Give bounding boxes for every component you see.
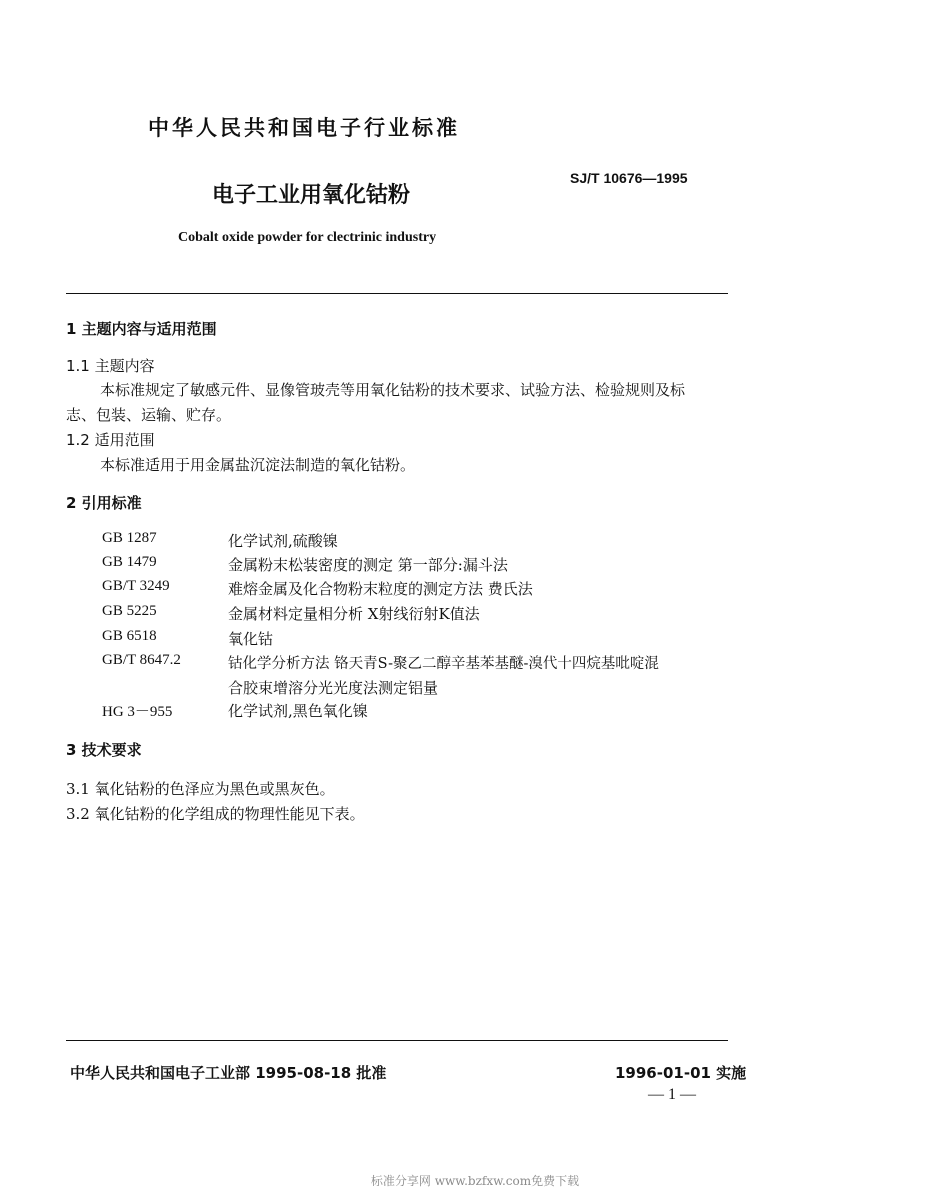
- section-1-heading: 1 主题内容与适用范围: [66, 320, 217, 338]
- watermark-text: 标准分享网 www.bzfxw.com免费下载: [370, 1174, 580, 1188]
- reference-code: GB/T 8647.2: [102, 652, 181, 668]
- reference-title-continued: 合胶束增溶分光光度法测定铝量: [228, 679, 439, 697]
- standard-number: SJ/T 10676—1995: [570, 170, 688, 186]
- section-1-2-paragraph: 本标准适用于用金属盐沉淀法制造的氧化钴粉。: [100, 456, 416, 474]
- footer-divider: [66, 1040, 728, 1041]
- english-title: Cobalt oxide powder for clectrinic industry: [178, 230, 437, 245]
- section-2-heading: 2 引用标准: [66, 494, 142, 512]
- reference-title: 氧化钴: [228, 630, 274, 648]
- issuing-organization: 中华人民共和国电子行业标准: [148, 116, 460, 140]
- section-3-2-paragraph: 3.2 氧化钴粉的化学组成的物理性能见下表。: [66, 805, 365, 823]
- page-number: — 1 —: [648, 1086, 696, 1103]
- header-divider: [66, 293, 728, 294]
- reference-code: GB 6518: [102, 628, 157, 644]
- section-3-heading: 3 技术要求: [66, 741, 142, 759]
- reference-code: HG 3－955: [102, 704, 173, 720]
- reference-title: 钴化学分析方法 铬天青S-聚乙二醇辛基苯基醚-溴代十四烷基吡啶混: [228, 656, 659, 672]
- implementation-date: 1996-01-01 实施: [615, 1064, 747, 1082]
- section-3-1-paragraph: 3.1 氧化钴粉的色泽应为黑色或黑灰色。: [66, 780, 335, 798]
- approval-line: 中华人民共和国电子工业部 1995-08-18 批准: [70, 1064, 387, 1082]
- reference-title: 化学试剂,硫酸镍: [228, 532, 338, 550]
- reference-code: GB/T 3249: [102, 578, 170, 594]
- reference-code: GB 1479: [102, 554, 157, 570]
- reference-title: 难熔金属及化合物粉末粒度的测定方法 费氏法: [228, 580, 533, 598]
- reference-code: GB 1287: [102, 530, 157, 546]
- document-title: 电子工业用氧化钴粉: [212, 183, 411, 208]
- reference-title: 化学试剂,黑色氧化镍: [228, 702, 368, 720]
- section-1-2-heading: 1.2 适用范围: [66, 431, 155, 449]
- reference-title: 金属材料定量相分析 X射线衍射K值法: [228, 605, 480, 623]
- reference-title: 金属粉末松装密度的测定 第一部分:漏斗法: [228, 556, 508, 574]
- reference-code: GB 5225: [102, 603, 157, 619]
- section-1-1-paragraph-line-2: 志、包装、运输、贮存。: [66, 406, 232, 424]
- section-1-1-paragraph-line-1: 本标准规定了敏感元件、显像管玻壳等用氧化钴粉的技术要求、试验方法、检验规则及标: [100, 381, 686, 399]
- section-1-1-heading: 1.1 主题内容: [66, 357, 155, 375]
